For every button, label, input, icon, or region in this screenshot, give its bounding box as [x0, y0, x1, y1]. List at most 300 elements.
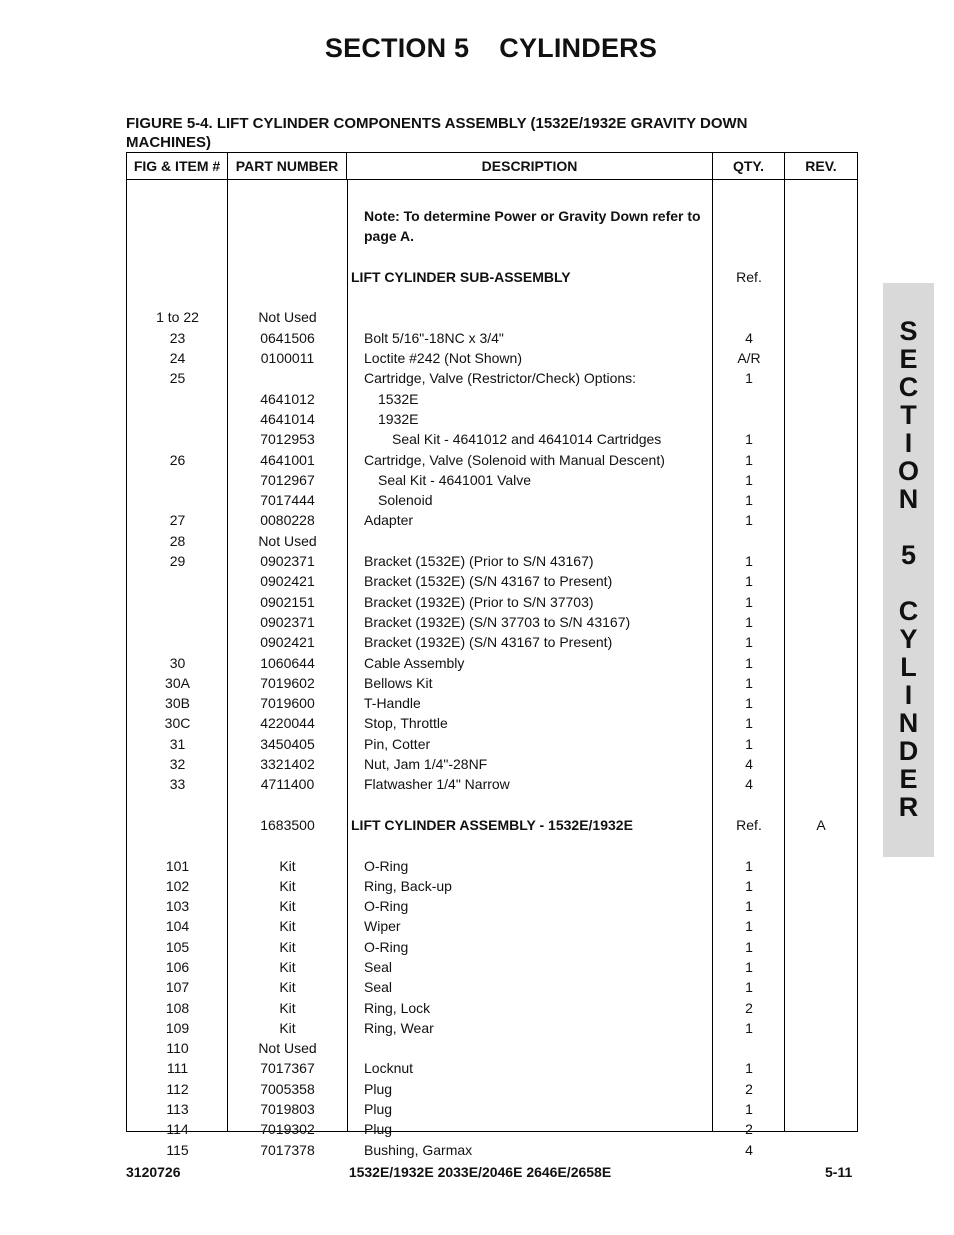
cell-fig-item: 31: [169, 735, 186, 752]
cell-part-number: 7012967: [260, 471, 315, 488]
side-tab-letter: O: [897, 456, 919, 486]
col-header-rev: REV.: [805, 158, 837, 174]
table-row: [127, 206, 857, 226]
cell-part-number: [228, 267, 347, 287]
cell-qty: 4: [745, 1141, 753, 1158]
cell-part-number: 4641012: [260, 390, 315, 407]
col-header-fig-item: FIG & ITEM #: [127, 153, 228, 179]
cell-part-number: 0902421: [260, 634, 315, 651]
cell-qty: [713, 226, 785, 246]
cell-qty: [713, 389, 785, 409]
table-row: [127, 1140, 857, 1160]
cell-qty: 4: [745, 329, 753, 346]
cell-qty: 2: [745, 999, 753, 1016]
footer-page-number: 5-11: [825, 1164, 853, 1180]
cell-part-number: 0902151: [260, 593, 315, 610]
table-row: [127, 774, 857, 794]
cell-part-number: Kit: [279, 898, 296, 915]
cell-description: O-Ring: [364, 898, 409, 915]
cell-part-number: 7012953: [260, 431, 315, 448]
cell-rev: [785, 957, 857, 977]
cell-qty: 1: [745, 492, 753, 509]
cell-description: Ring, Wear: [364, 1019, 434, 1036]
cell-fig-item: 32: [169, 756, 186, 773]
cell-fig-item: 30C: [164, 715, 191, 732]
side-tab-letter: 5: [900, 540, 917, 570]
cell-rev: [785, 490, 857, 510]
table-row: [127, 713, 857, 733]
cell-rev: [785, 1140, 857, 1160]
cell-description: LIFT CYLINDER SUB-ASSEMBLY: [351, 268, 571, 285]
cell-rev: [785, 693, 857, 713]
cell-part-number: 7005358: [260, 1080, 315, 1097]
cell-part-number: [228, 835, 347, 855]
side-tab-letter: I: [904, 428, 913, 458]
cell-rev: [785, 348, 857, 368]
cell-part-number: Kit: [279, 918, 296, 935]
cell-part-number: 7017444: [260, 492, 315, 509]
cell-fig-item: [127, 815, 228, 835]
cell-description: Seal Kit - 4641001 Valve: [378, 471, 532, 488]
cell-description: Pin, Cotter: [364, 735, 431, 752]
cell-rev: [785, 470, 857, 490]
cell-part-number: 3321402: [260, 756, 315, 773]
table-row: [127, 673, 857, 693]
cell-qty: Ref.: [736, 268, 762, 285]
cell-fig-item: 23: [169, 329, 186, 346]
cell-rev: [785, 247, 857, 267]
cell-fig-item: 28: [169, 532, 186, 549]
cell-description: 1932E: [378, 410, 419, 427]
cell-description: Wiper: [364, 918, 401, 935]
cell-fig-item: [127, 206, 228, 226]
table-row: [127, 632, 857, 652]
side-tab-letter: T: [900, 400, 917, 430]
cell-description: Plug: [364, 1121, 393, 1138]
table-row: [127, 896, 857, 916]
cell-rev: [785, 774, 857, 794]
table-row: [127, 835, 857, 855]
table-row: [127, 429, 857, 449]
cell-description: Solenoid: [378, 492, 433, 509]
cell-qty: [713, 307, 785, 327]
cell-fig-item: 104: [165, 918, 190, 935]
cell-rev: [785, 267, 857, 287]
cell-fig-item: 108: [165, 999, 190, 1016]
cell-rev: [785, 835, 857, 855]
side-tab-letter: C: [898, 372, 919, 402]
cell-part-number: 0080228: [260, 512, 315, 529]
cell-rev: [785, 1119, 857, 1139]
cell-part-number: 0100011: [260, 350, 315, 367]
cell-rev: [785, 226, 857, 246]
cell-description: [347, 247, 713, 267]
cell-fig-item: 109: [165, 1019, 190, 1036]
table-body: [127, 180, 857, 1158]
cell-description: Seal: [364, 958, 393, 975]
table-row: [127, 287, 857, 307]
cell-part-number: [228, 795, 347, 815]
cell-part-number: 0902371: [260, 553, 315, 570]
cell-qty: 1: [745, 654, 753, 671]
table-row: [127, 450, 857, 470]
table-row: [127, 328, 857, 348]
cell-description: [347, 1038, 713, 1058]
cell-description: T-Handle: [364, 695, 421, 712]
cell-part-number: Not Used: [258, 532, 317, 549]
cell-fig-item: [127, 632, 228, 652]
side-tab-letters: [883, 317, 934, 821]
cell-rev: [785, 571, 857, 591]
side-tab-letter: N: [898, 484, 919, 514]
cell-part-number: 7019600: [260, 695, 315, 712]
cell-qty: 1: [745, 898, 753, 915]
cell-rev: [785, 551, 857, 571]
cell-fig-item: [127, 389, 228, 409]
table-row: [127, 1079, 857, 1099]
cell-part-number: [228, 226, 347, 246]
cell-qty: [713, 206, 785, 226]
cell-qty: 1: [745, 857, 753, 874]
cell-rev: [785, 916, 857, 936]
cell-rev: [785, 653, 857, 673]
cell-fig-item: [127, 409, 228, 429]
cell-description: [347, 835, 713, 855]
cell-description: 1532E: [378, 390, 419, 407]
cell-rev: [785, 1099, 857, 1119]
cell-description: LIFT CYLINDER ASSEMBLY - 1532E/1932E: [351, 816, 633, 833]
cell-qty: 1: [745, 370, 753, 387]
cell-description: Bracket (1932E) (Prior to S/N 37703): [364, 593, 594, 610]
cell-description: Plug: [364, 1080, 393, 1097]
cell-rev: [785, 1079, 857, 1099]
table-row: [127, 226, 857, 246]
cell-rev: [785, 307, 857, 327]
side-tab-letter: E: [899, 344, 918, 374]
cell-part-number: Kit: [279, 938, 296, 955]
cell-qty: 2: [745, 1121, 753, 1138]
cell-description: [347, 307, 713, 327]
cell-fig-item: [127, 429, 228, 449]
cell-qty: 1: [745, 938, 753, 955]
cell-rev: [785, 998, 857, 1018]
cell-qty: 4: [745, 756, 753, 773]
cell-part-number: 1683500: [260, 816, 315, 833]
table-row: [127, 409, 857, 429]
cell-part-number: Not Used: [258, 309, 317, 326]
section-label: SECTION 5: [324, 33, 470, 63]
cell-qty: 1: [745, 613, 753, 630]
table-row: [127, 957, 857, 977]
cell-description: Bushing, Garmax: [364, 1141, 473, 1158]
side-tab-letter: Y: [899, 624, 918, 654]
cell-qty: 1: [745, 512, 753, 529]
cell-qty: [713, 1038, 785, 1058]
cell-qty: [713, 835, 785, 855]
cell-description: O-Ring: [364, 938, 409, 955]
section-side-tab: [883, 283, 934, 857]
table-row: [127, 470, 857, 490]
table-row: [127, 916, 857, 936]
table-row: [127, 937, 857, 957]
table-row: [127, 795, 857, 815]
table-row: [127, 1119, 857, 1139]
cell-qty: [713, 409, 785, 429]
cell-qty: 1: [745, 715, 753, 732]
cell-description: Bracket (1532E) (Prior to S/N 43167): [364, 553, 594, 570]
cell-part-number: 7017378: [260, 1141, 315, 1158]
cell-part-number: 7019302: [260, 1121, 315, 1138]
cell-fig-item: [127, 795, 228, 815]
side-tab-letter: E: [899, 764, 918, 794]
table-row: [127, 267, 857, 287]
cell-description: [347, 287, 713, 307]
cell-part-number: 7019602: [260, 674, 315, 691]
cell-rev: [785, 389, 857, 409]
cell-fig-item: [127, 247, 228, 267]
cell-qty: A/R: [737, 350, 761, 367]
cell-fig-item: 114: [166, 1121, 189, 1138]
cell-part-number: 7017367: [260, 1060, 315, 1077]
cell-qty: 1: [745, 451, 753, 468]
cell-part-number: Kit: [279, 979, 296, 996]
cell-fig-item: 27: [169, 512, 186, 529]
cell-rev: [785, 328, 857, 348]
cell-qty: 1: [745, 634, 753, 651]
cell-rev: [785, 368, 857, 388]
cell-fig-item: 1 to 22: [156, 309, 199, 326]
cell-qty: 1: [745, 979, 753, 996]
cell-description: [347, 795, 713, 815]
col-header-description: DESCRIPTION: [347, 153, 713, 179]
cell-rev: [785, 409, 857, 429]
cell-fig-item: 29: [169, 553, 186, 570]
cell-qty: [713, 287, 785, 307]
cell-part-number: [228, 206, 347, 226]
cell-rev: [785, 206, 857, 226]
table-row: [127, 510, 857, 530]
cell-part-number: 4220044: [260, 715, 315, 732]
side-tab-letter: [883, 513, 934, 541]
table-row: [127, 612, 857, 632]
cell-part-number: Not Used: [258, 1040, 317, 1057]
footer-models: 1532E/1932E 2033E/2046E 2646E/2658E: [348, 1164, 612, 1180]
parts-table: [126, 152, 858, 1158]
cell-description: Plug: [364, 1101, 393, 1118]
cell-rev: [785, 876, 857, 896]
cell-description: O-Ring: [364, 857, 409, 874]
cell-rev: [785, 673, 857, 693]
cell-description: Note: To determine Power or Gravity Down refer to: [364, 208, 701, 224]
cell-part-number: 4711400: [260, 776, 315, 793]
cell-qty: 1: [745, 573, 753, 590]
table-row: [127, 247, 857, 267]
cell-rev: [785, 287, 857, 307]
cell-qty: 1: [745, 735, 753, 752]
cell-description: Seal: [364, 979, 393, 996]
footer-doc-number: 3120726: [126, 1164, 181, 1180]
cell-fig-item: [127, 592, 228, 612]
table-row: [127, 368, 857, 388]
cell-qty: 1: [745, 674, 753, 691]
cell-part-number: [228, 287, 347, 307]
cell-rev: [785, 856, 857, 876]
cell-fig-item: 102: [165, 877, 190, 894]
cell-qty: [713, 531, 785, 551]
cell-part-number: 7019803: [260, 1101, 315, 1118]
cell-rev: [785, 937, 857, 957]
table-row: [127, 815, 857, 835]
cell-description: Bracket (1932E) (S/N 37703 to S/N 43167): [364, 613, 631, 630]
cell-rev: [785, 510, 857, 530]
table-row: [127, 693, 857, 713]
cell-description: Nut, Jam 1/4"-28NF: [364, 756, 488, 773]
cell-part-number: Kit: [279, 1019, 296, 1036]
cell-qty: 4: [745, 776, 753, 793]
section-name: CYLINDERS: [499, 33, 658, 63]
cell-description: Locknut: [364, 1060, 414, 1077]
table-row: [127, 348, 857, 368]
cell-description: Adapter: [364, 512, 414, 529]
cell-fig-item: [127, 571, 228, 591]
table-row: [127, 1099, 857, 1119]
cell-rev: [785, 612, 857, 632]
cell-qty: [713, 247, 785, 267]
cell-part-number: [228, 368, 347, 388]
cell-rev: [785, 795, 857, 815]
cell-part-number: 1060644: [260, 654, 315, 671]
table-row: [127, 1038, 857, 1058]
cell-fig-item: 113: [166, 1101, 189, 1118]
side-tab-letter: [883, 569, 934, 597]
cell-fig-item: 101: [165, 857, 190, 874]
table-row: [127, 571, 857, 591]
cell-fig-item: 111: [166, 1060, 189, 1077]
cell-fig-item: 105: [165, 938, 190, 955]
cell-description: Flatwasher 1/4" Narrow: [364, 776, 510, 793]
side-tab-letter: I: [904, 680, 913, 710]
side-tab-letter: L: [900, 652, 917, 682]
cell-qty: 1: [745, 471, 753, 488]
section-title: [0, 33, 954, 64]
cell-qty: 1: [745, 695, 753, 712]
cell-description: Loctite #242 (Not Shown): [364, 350, 522, 367]
table-header: [127, 153, 857, 180]
side-tab-letter: D: [898, 736, 919, 766]
cell-description: Cable Assembly: [364, 654, 465, 671]
side-tab-letter: N: [898, 708, 919, 738]
cell-description: Ring, Back-up: [364, 877, 452, 894]
table-row: [127, 856, 857, 876]
cell-part-number: 0902371: [260, 613, 315, 630]
cell-fig-item: [127, 470, 228, 490]
cell-rev: [785, 1018, 857, 1038]
figure-title: FIGURE 5-4. LIFT CYLINDER COMPONENTS ASSEMBLY (1532E/1932E GRAVITY DOWN MACHINES): [126, 115, 748, 151]
cell-qty: 1: [745, 1060, 753, 1077]
cell-fig-item: 26: [169, 451, 186, 468]
cell-qty: 1: [745, 918, 753, 935]
cell-description: Bracket (1532E) (S/N 43167 to Present): [364, 573, 613, 590]
cell-fig-item: 112: [166, 1080, 189, 1097]
side-tab-letter: C: [898, 596, 919, 626]
table-rows: [127, 206, 857, 1160]
cell-qty: Ref.: [736, 816, 762, 833]
table-row: [127, 734, 857, 754]
cell-fig-item: 107: [165, 979, 190, 996]
cell-fig-item: 25: [169, 370, 186, 387]
cell-qty: 1: [745, 958, 753, 975]
cell-description: Ring, Lock: [364, 999, 431, 1016]
cell-qty: 1: [745, 877, 753, 894]
cell-rev: [785, 429, 857, 449]
cell-qty: 1: [745, 593, 753, 610]
cell-rev: [785, 592, 857, 612]
cell-part-number: Kit: [279, 877, 296, 894]
cell-description: Stop, Throttle: [364, 715, 448, 732]
cell-rev: A: [816, 816, 826, 833]
cell-rev: [785, 632, 857, 652]
cell-fig-item: [127, 835, 228, 855]
cell-fig-item: 24: [169, 350, 186, 367]
cell-part-number: 3450405: [260, 735, 315, 752]
cell-rev: [785, 754, 857, 774]
cell-rev: [785, 531, 857, 551]
cell-qty: 1: [745, 1101, 753, 1118]
side-tab-letter: S: [899, 316, 918, 346]
cell-fig-item: [127, 490, 228, 510]
cell-description: Bracket (1932E) (S/N 43167 to Present): [364, 634, 613, 651]
cell-fig-item: 30: [169, 654, 186, 671]
cell-qty: 1: [745, 1019, 753, 1036]
cell-part-number: 4641014: [260, 410, 315, 427]
cell-description: page A.: [364, 228, 415, 245]
cell-fig-item: [127, 287, 228, 307]
cell-part-number: Kit: [279, 857, 296, 874]
cell-description: [347, 531, 713, 551]
cell-rev: [785, 977, 857, 997]
table-row: [127, 1058, 857, 1078]
table-row: [127, 307, 857, 327]
col-header-part-number: PART NUMBER: [228, 153, 347, 179]
cell-part-number: 0641506: [260, 329, 315, 346]
cell-rev: [785, 734, 857, 754]
side-tab-letter: R: [898, 792, 919, 822]
table-row: [127, 531, 857, 551]
table-row: [127, 876, 857, 896]
cell-fig-item: 30B: [165, 695, 190, 712]
cell-part-number: Kit: [279, 999, 296, 1016]
cell-qty: [713, 795, 785, 815]
table-row: [127, 592, 857, 612]
cell-description: Bellows Kit: [364, 674, 433, 691]
cell-fig-item: 33: [169, 776, 186, 793]
table-row: [127, 389, 857, 409]
cell-part-number: [228, 247, 347, 267]
cell-fig-item: 110: [166, 1040, 189, 1057]
cell-qty: 2: [745, 1080, 753, 1097]
cell-rev: [785, 450, 857, 470]
cell-rev: [785, 713, 857, 733]
cell-qty: 1: [745, 431, 753, 448]
cell-qty: 1: [745, 553, 753, 570]
cell-part-number: Kit: [279, 958, 296, 975]
cell-description: Seal Kit - 4641012 and 4641014 Cartridges: [392, 431, 662, 448]
cell-fig-item: [127, 267, 228, 287]
table-row: [127, 754, 857, 774]
cell-fig-item: 115: [166, 1141, 189, 1158]
table-row: [127, 1018, 857, 1038]
cell-part-number: 0902421: [260, 573, 315, 590]
